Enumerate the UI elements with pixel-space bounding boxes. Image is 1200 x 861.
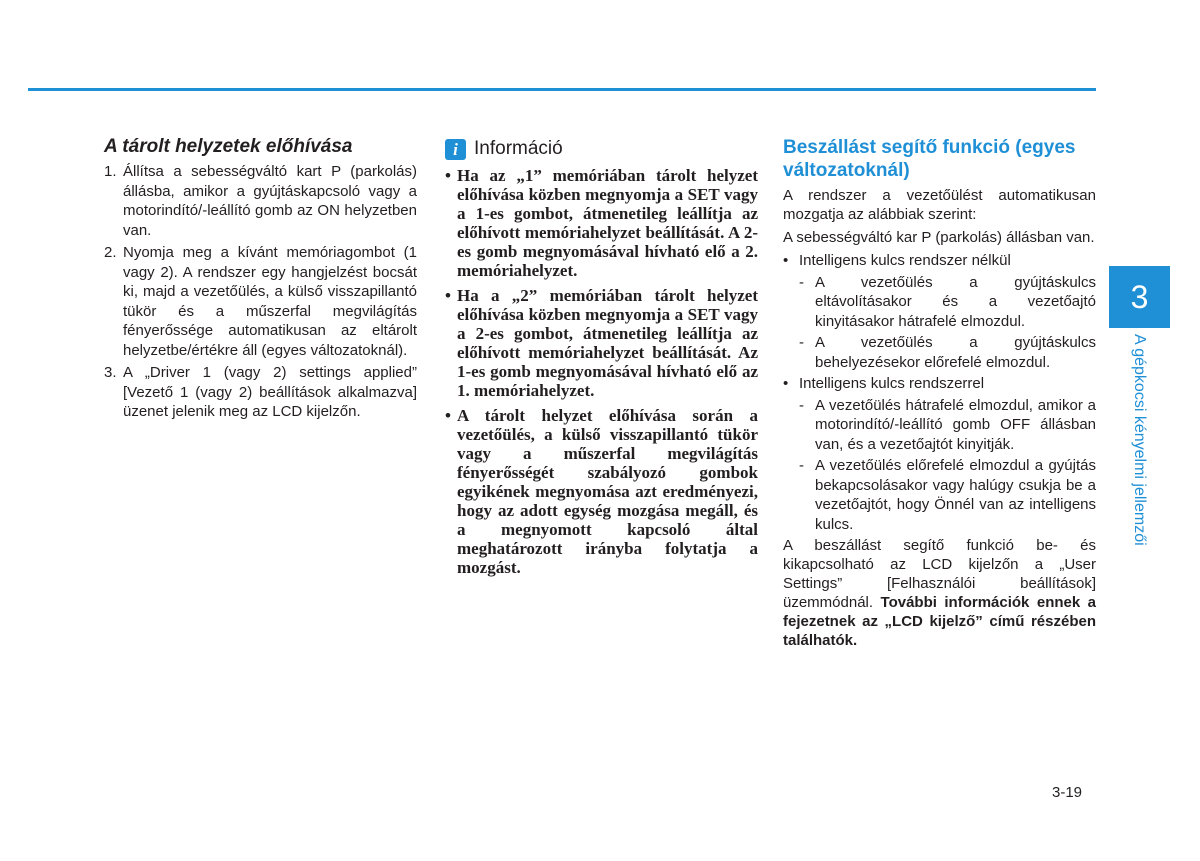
section-heading: Beszállást segítő funkció (egyes változatoknál) [783, 137, 1076, 181]
chapter-title: A gépkocsi kényelmi jellemzői [1131, 334, 1148, 546]
info-text: Ha az „1” memóriában tárolt helyzet előhívása közben megnyomja a SET vagy a 1-es gombot, átmenetileg leállítja az előhívott memóriahelyzet beállítását. A 2-es gomb megnyomásával hívható elő a 2. memóriahelyzet. [457, 166, 758, 280]
right-column [783, 136, 1096, 654]
list-item [104, 162, 417, 240]
info-header [445, 138, 758, 160]
bullet-icon: • [783, 375, 789, 392]
sub-list-item [799, 456, 1096, 534]
step-text: Nyomja meg a kívánt memóriagombot (1 vagy 2). A rendszer egy hangjelzést bocsát ki, majd a vezetőülés, a külső visszapillantó tükör és a műszerfal megvilágítás fényerőssége automatikusan az eltárolt helyzetbe/értékre áll (egyes változatoknál). [123, 244, 417, 359]
bullet-icon: • [445, 166, 451, 185]
sub-list-item [799, 273, 1096, 332]
info-column [445, 136, 758, 583]
sub-item-text: A vezetőülés hátrafelé elmozdul, amikor a motorindító/-leállító gomb OFF állásban van, és a vezetőajtót kinyitják. [815, 396, 1096, 453]
info-text: Ha a „2” memóriában tárolt helyzet előhívása közben megnyomja a SET vagy a 2-es gombot, átmenetileg leállítja az előhívott memóriahelyzet beállítását. Az 1-es gomb megnyomásával hívható elő az 1. memóriahelyzet. [457, 286, 758, 400]
info-title: Információ [474, 138, 563, 159]
closing-text: A beszállást segítő funkció be- és kikapcsolható az LCD kijelzőn a „User Settings” [Felhasználói beállítások] üzemmódnál. [783, 537, 1096, 611]
list-item [783, 374, 1096, 394]
step-number: 1. [104, 163, 117, 180]
list-item [445, 286, 758, 400]
sub-item-text: A vezetőülés a gyújtáskulcs eltávolításakor és a vezetőajtó kinyitásakor hátrafelé elmozdul. [815, 273, 1096, 330]
step-text: A „Driver 1 (vagy 2) settings applied” [Vezető 1 (vagy 2) beállítások alkalmazva] üzenet jelenik meg az LCD kijelzőn. [123, 364, 417, 420]
sub-item-text: A vezetőülés előrefelé elmozdul a gyújtás bekapcsolásakor vagy halúgy csukja be a vezetőajtót, hogy Önnél van az intelligens kulcs. [815, 457, 1096, 533]
page-number: 3-19 [1052, 784, 1083, 801]
list-item [783, 251, 1096, 271]
paragraph [783, 536, 1096, 650]
left-column [104, 136, 417, 425]
step-number: 3. [104, 364, 117, 381]
sub-list-item [799, 396, 1096, 455]
closing-bold-text: További információk ennek a fejezetnek az „LCD kijelző” című részében találhatók. [783, 594, 1096, 649]
dash-icon: - [799, 396, 804, 414]
sub-list-item [799, 333, 1096, 372]
bullet-icon: • [783, 252, 789, 269]
steps-list [104, 162, 417, 422]
bullet-text: Intelligens kulcs rendszerrel [799, 375, 985, 392]
section-heading: A tárolt helyzetek előhívása [104, 136, 353, 157]
bullet-icon: • [445, 406, 451, 425]
dash-icon: - [799, 334, 804, 351]
step-number: 2. [104, 244, 117, 261]
paragraph: A sebességváltó kar P (parkolás) állásban van. [783, 229, 1095, 246]
chapter-tab: 3 [1109, 266, 1170, 328]
list-item [445, 166, 758, 280]
step-text: Állítsa a sebességváltó kart P (parkolás) állásba, amikor a gyújtáskapcsoló vagy a motorindító/-leállító gomb az ON helyzetben van. [123, 163, 417, 239]
list-item [104, 243, 417, 360]
bullet-text: Intelligens kulcs rendszer nélkül [799, 252, 1011, 269]
info-list [445, 166, 758, 577]
bullet-icon: • [445, 286, 451, 305]
list-item [104, 363, 417, 422]
dash-icon: - [799, 273, 804, 291]
dash-icon: - [799, 457, 804, 474]
header-rule [28, 88, 1096, 91]
paragraph: A rendszer a vezetőülést automatikusan mozgatja az alábbiak szerint: [783, 187, 1096, 223]
info-text: A tárolt helyzet előhívása során a vezetőülés, a külső visszapillantó tükör vagy a műszerfal megvilágítás fényerősségét szabályozó gombok egyikének megnyomása azt eredményezi, hogy az adott egység mozgása megáll, és a megnyomott kapcsoló által meghatározott irányba folytatja a mozgást. [457, 406, 758, 577]
list-item [445, 406, 758, 577]
sub-item-text: A vezetőülés a gyújtáskulcs behelyezésekor előrefelé elmozdul. [815, 334, 1096, 371]
info-icon: i [445, 139, 466, 160]
